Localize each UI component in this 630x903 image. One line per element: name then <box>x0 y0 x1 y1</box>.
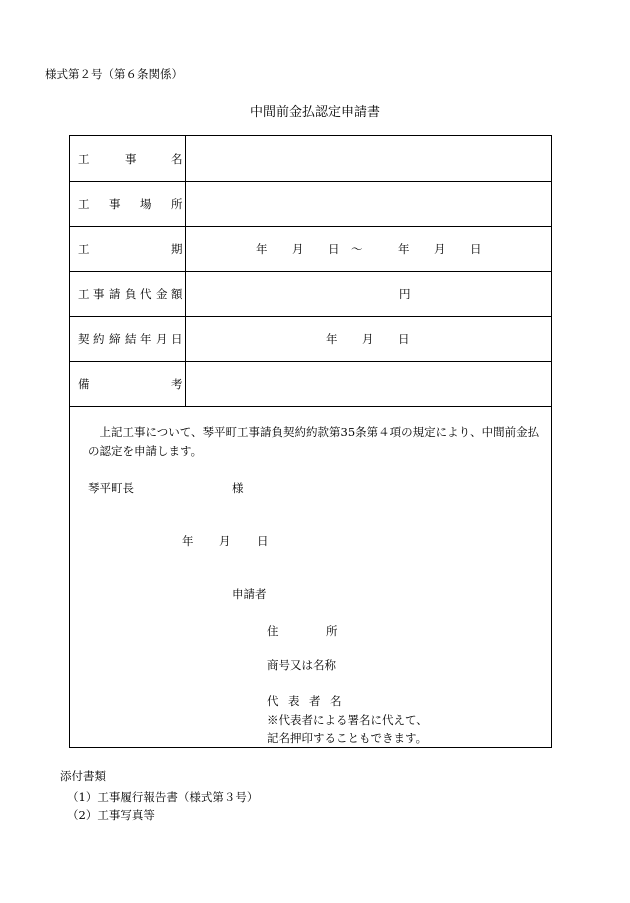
attachments-title: 添付書類 <box>60 769 106 783</box>
row-remarks <box>70 361 551 407</box>
row-construction-period <box>70 226 551 272</box>
document-title: 中間前金払認定申請書 <box>249 105 380 120</box>
contract-date-label: 契 約 締 結 年 月 日 <box>70 316 186 361</box>
attachment-item-2: （2）工事写真等 <box>67 808 155 822</box>
application-date-month: 月 <box>219 534 231 548</box>
construction-name-field[interactable] <box>186 136 551 181</box>
application-date-day: 日 <box>257 534 269 548</box>
application-date-year: 年 <box>182 534 194 548</box>
construction-period-field[interactable]: 年 月 日 ～ 年 月 日 <box>256 242 482 256</box>
construction-name-label: 工 事 名 <box>70 136 186 181</box>
contract-date-field[interactable]: 年 月 日 <box>326 332 410 346</box>
construction-period-label: 工 期 <box>70 226 186 271</box>
construction-location-field[interactable] <box>186 181 551 226</box>
remarks-field[interactable] <box>186 361 551 406</box>
row-construction-name <box>70 136 551 182</box>
construction-location-label: 工 事 場 所 <box>70 181 186 226</box>
applicant-heading: 申請者 <box>232 587 267 601</box>
representative-label-2: 表 <box>288 694 300 708</box>
signature-note-line-2: 記名押印することもできます。 <box>267 731 428 745</box>
form-number: 様式第２号（第６条関係） <box>45 67 183 81</box>
address-label-1: 住 <box>267 624 279 638</box>
representative-label-3: 者 <box>309 694 321 708</box>
row-construction-location <box>70 181 551 227</box>
addressee: 琴平町長 <box>88 481 134 495</box>
representative-label-4: 名 <box>330 694 342 708</box>
address-label-2: 所 <box>326 624 338 638</box>
remarks-label: 備 考 <box>70 361 186 406</box>
application-form-table <box>69 135 552 748</box>
representative-label-1: 代 <box>267 694 279 708</box>
contract-amount-label: 工 事 請 負 代 金 額 <box>70 271 186 316</box>
row-contract-date <box>70 316 551 362</box>
company-name-label: 商号又は名称 <box>267 658 336 672</box>
attachment-item-1: （1）工事履行報告書（様式第３号） <box>67 790 259 804</box>
honorific: 様 <box>232 481 244 495</box>
contract-amount-field[interactable]: 円 <box>399 287 411 301</box>
declaration-text: 上記工事について、琴平町工事請負契約約款第35条第４項の規定により、中間前金払の認定を申請します。 <box>88 425 540 458</box>
signature-note-line-1: ※代表者による署名に代えて、 <box>267 713 428 727</box>
row-contract-amount <box>70 271 551 317</box>
